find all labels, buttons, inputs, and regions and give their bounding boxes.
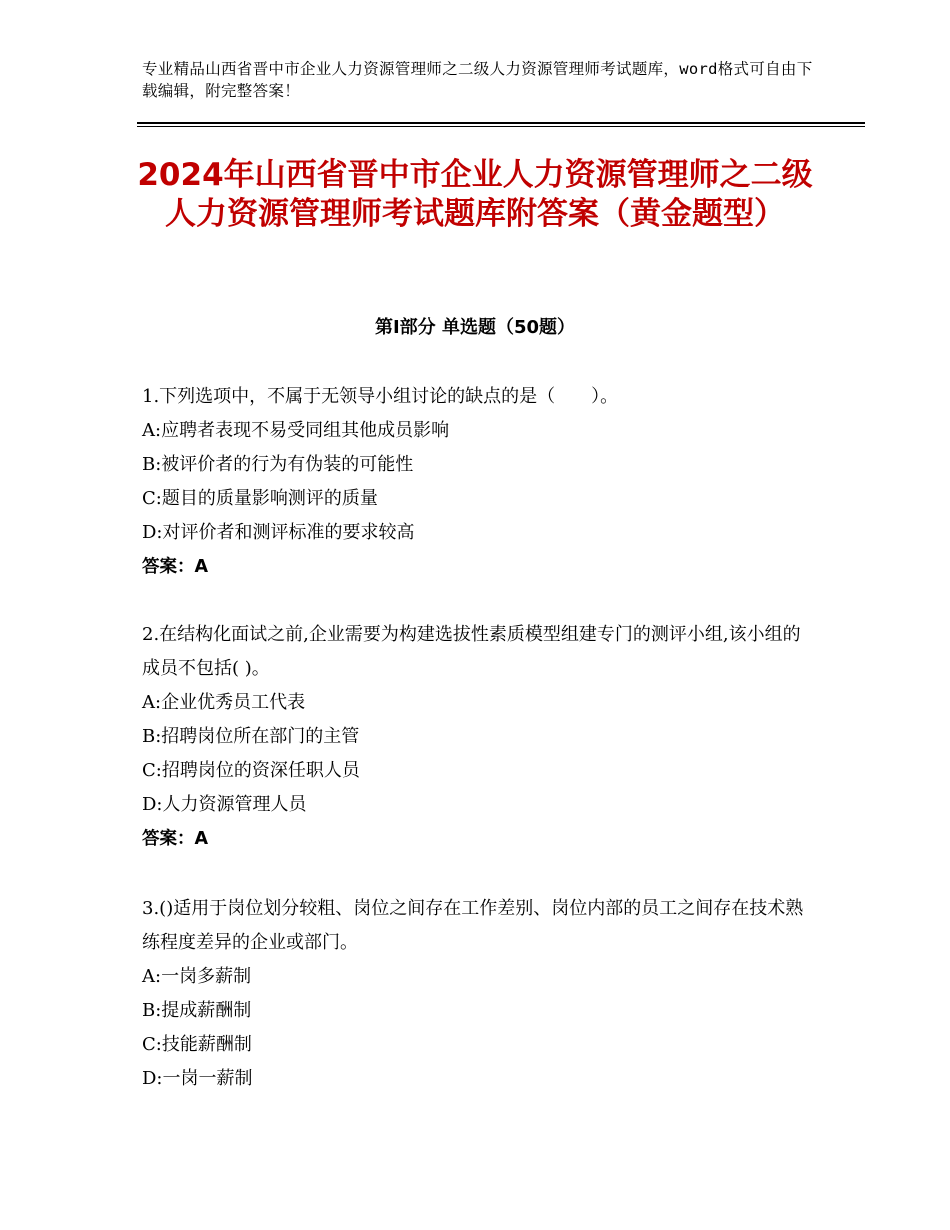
document-title: 2024年山西省晋中市企业人力资源管理师之二级人力资源管理师考试题库附答案（黄金题型）	[137, 157, 813, 232]
question-stem: 2.在结构化面试之前,企业需要为构建选拔性素质模型组建专门的测评小组,该小组的成员不包括( )。	[142, 624, 801, 679]
option-key: B:	[142, 1000, 162, 1021]
header-note: 专业精品山西省晋中市企业人力资源管理师之二级人力资源管理师考试题库，word格式可自由下载编辑，附完整答案！	[142, 60, 813, 100]
option-b	[142, 994, 812, 1028]
option-key: A:	[142, 420, 162, 441]
option-key: C:	[142, 488, 162, 509]
option-c	[142, 482, 812, 516]
option-d	[142, 1062, 812, 1096]
option-key: A:	[142, 692, 162, 713]
option-c	[142, 754, 812, 788]
option-text: 一岗一薪制	[162, 1068, 253, 1089]
option-d	[142, 788, 812, 822]
option-a	[142, 960, 812, 994]
option-key: B:	[142, 454, 162, 475]
option-text: 企业优秀员工代表	[161, 692, 306, 713]
option-text: 招聘岗位所在部门的主管	[161, 726, 360, 747]
option-d	[142, 516, 812, 550]
option-b	[142, 720, 812, 754]
option-key: C:	[142, 760, 162, 781]
option-key: C:	[142, 1034, 162, 1055]
option-text: 应聘者表现不易受同组其他成员影响	[161, 420, 450, 441]
option-text: 招聘岗位的资深任职人员	[161, 760, 360, 781]
option-text: 提成薪酬制	[161, 1000, 252, 1021]
option-text: 对评价者和测评标准的要求较高	[162, 522, 415, 543]
question-3	[142, 892, 812, 1096]
answer: 答案：A	[142, 557, 209, 577]
option-text: 一岗多薪制	[161, 966, 252, 987]
option-a	[142, 686, 812, 720]
option-text: 被评价者的行为有伪装的可能性	[161, 454, 414, 475]
option-a	[142, 414, 812, 448]
option-text: 技能薪酬制	[161, 1034, 252, 1055]
option-b	[142, 448, 812, 482]
answer: 答案：A	[142, 829, 209, 849]
question-stem: 1.下列选项中，不属于无领导小组讨论的缺点的是（ ）。	[142, 386, 619, 407]
option-text: 人力资源管理人员	[162, 794, 307, 815]
question-stem: 3.()适用于岗位划分较粗、岗位之间存在工作差别、岗位内部的员工之间存在技术熟练程度差异的企业或部门。	[142, 898, 804, 953]
option-key: B:	[142, 726, 162, 747]
header-divider-thick	[137, 122, 865, 124]
option-text: 题目的质量影响测评的质量	[161, 488, 378, 509]
question-2	[142, 618, 812, 856]
section-title: 第Ⅰ部分 单选题（50题）	[374, 317, 575, 338]
option-c	[142, 1028, 812, 1062]
question-1	[142, 380, 812, 584]
option-key: D:	[142, 794, 163, 815]
option-key: A:	[142, 966, 162, 987]
option-key: D:	[142, 1068, 163, 1089]
header-divider-thin	[137, 126, 865, 127]
option-key: D:	[142, 522, 163, 543]
